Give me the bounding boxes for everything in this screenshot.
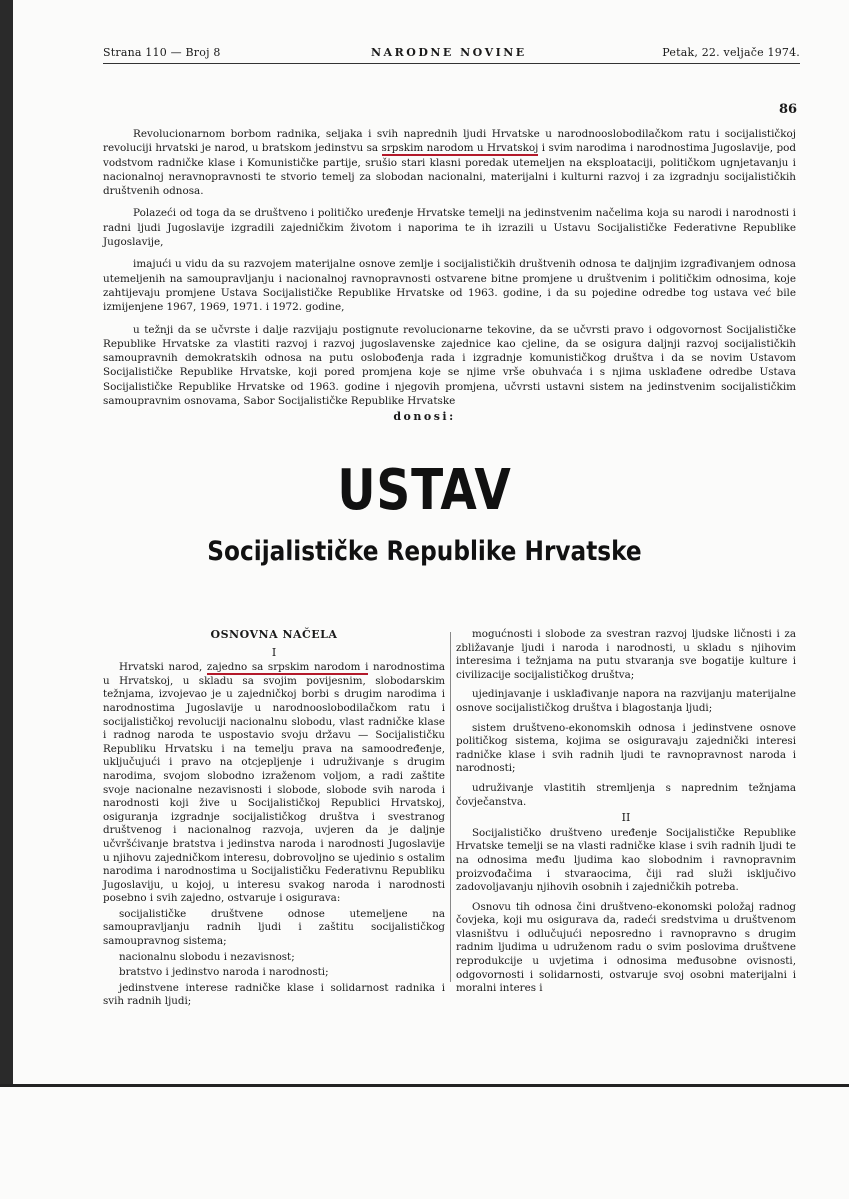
header-publication: NARODNE NOVINE: [371, 46, 527, 59]
roman-numeral-1: I: [271, 645, 277, 659]
section-heading: OSNOVNA NAČELA: [210, 628, 338, 641]
list-item: udruživanje vlastitih stremljenja s naprednim težnjama čovječanstva.: [456, 781, 796, 808]
principle-end: narodnostima u Hrvatskoj, u skladu sa svojim povijesnim, slobodarskim težnjama, izvojevao je u zajedničkoj borbi s drugim narodima i narodnostima Jugoslavije u narodnooslobodilačkom ratu i socijalističkoj revoluciji nacionalnu slobodu, vlast radničke klase i radnog naroda te uspostavio svoju državu — Socijalističku Republiku Hrvatsku i na temelju prava na samoodređenje, uključujući i pravo na otcjepljenje i udruživanje s drugim narodima, svojom slobodno izraženom voljom, a radi zaštite svoje nacionalne nezavisnosti i slobode, slobode svih naroda i narodnosti koji žive u Socijalističkoj Republici Hrvatskoj, osiguranja izgradnje socijalističkog društva i svestranog društvenog i nacionalnog razvoja, uvjeren da je daljnje učvršćivanje bratstva i jedinstva naroda i narodnosti Jugoslavije u njihovu zajedničkom interesu, dobrovoljno se ujedinio s ostalim narodima i narodnostima u Socijalističku Federativnu Republiku Jugoslaviju, u kojoj, u interesu svakog naroda i narodnosti posebno i svih zajedno, ostvaruje i osigurava:: [103, 661, 445, 905]
roman-numeral-2: II: [621, 811, 631, 825]
underlined-phrase: srpskim narodom u Hrvatskoj: [381, 142, 539, 155]
header-rule: [103, 63, 800, 64]
preamble-p1-start: Revolucionarnom borbom radnika, seljaka i svih naprednih ljudi Hrvatske u narodnooslobodilačkom ratu i socijalističkoj revoluciji hrvatski je narod, u bratskom jedinstvu sa: [103, 128, 796, 155]
preamble: [103, 127, 796, 416]
donosi-line: donosi:: [393, 410, 456, 423]
right-column: [456, 628, 796, 998]
header-issue: Strana 110 — Broj 8: [103, 46, 221, 59]
preamble-p1-end: i svim narodima i narodnostima Jugoslavije, pod vodstvom radničke klase i Komunističke partije, srušio stari klasni poredak utemeljen na eksploataciji, političkom ugnjetavanju i nacionalnoj neravnopravnosti te stvorio temelj za slobodan nacionalni, materijalni i kulturni razvoj i za izgradnju socijalističkih društvenih odnosa.: [103, 142, 796, 198]
left-column: [103, 628, 445, 1011]
underlined-phrase-2: zajedno sa srpskim narodom i: [206, 661, 369, 674]
preamble-paragraph-3: imajući u vidu da su razvojem materijalne osnove zemlje i socijalističkih društvenih odnosa te daljnjim izgrađivanjem odnosa utemeljenih na samoupravljanju i nacionalnoj ravnopravnosti ostvarene bitne promjene u društvenim i političkim odnosima, koje zahtijevaju promjene Ustava Socijalističke Republike Hrvatske od 1963. godine, i da su pojedine odredbe tog ustava već bile izmijenjene 1967, 1969, 1971. i 1972. godine,: [103, 258, 796, 314]
column-divider: [450, 632, 451, 982]
list-item: jedinstvene interese radničke klase i solidarnost radnika i svih radnih ljudi;: [103, 981, 445, 1008]
preamble-paragraph-2: Polazeći od toga da se društveno i političko uređenje Hrvatske temelji na jedinstvenim načelima koja su narodi i narodnosti i radni ljudi Jugoslavije izgradili zajedničkim životom i naporima te ih izrazili u Ustavu Socijalističke Federativne Republike Jugoslavije,: [103, 207, 796, 249]
running-header: [103, 46, 800, 64]
principle-start: Hrvatski narod,: [119, 661, 207, 674]
document-title: USTAV: [337, 458, 512, 523]
article-paragraph: Socijalističko društveno uređenje Socijalističke Republike Hrvatske temelji se na vlasti radničke klase i svih radnih ljudi te na odnosima među ljudima kao slobodnim i ravnopravnim proizvođačima i stvaraocima, čiji rad služi isključivo zadovoljavanju njihovih osobnih i zajedničkih potreba.: [456, 826, 796, 894]
list-item: mogućnosti i slobode za svestran razvoj ljudske ličnosti i za zbližavanje ljudi i naroda i narodnosti, u skladu s njihovim interesima i težnjama na putu stvaranja sve bogatije kulture i civilizacije socijalističkog društva;: [456, 628, 796, 681]
principle-paragraph: [103, 661, 445, 906]
document-subtitle: Socijalističke Republike Hrvatske: [207, 536, 642, 567]
list-item: bratstvo i jedinstvo naroda i narodnosti;: [119, 966, 329, 979]
scan-bottom-edge: [0, 1084, 849, 1087]
scan-left-edge: [0, 0, 13, 1085]
list-item: nacionalnu slobodu i nezavisnost;: [119, 950, 295, 963]
preamble-paragraph-1: [103, 127, 796, 198]
preamble-paragraph-4: u težnji da se učvrste i dalje razvijaju postignute revolucionarne tekovine, da se učvrsti pravo i odgovornost Socijalističke Republike Hrvatske za vlastiti razvoj i razvoj jugoslavenske zajednice kao cjeline, da se osigura daljnji razvoj socijalističkih samoupravnih demokratskih odnosa na putu oslobođenja rada i izgradnje komunističkog društva i da se novim Ustavom Socijalističke Republike Hrvatske, koji pored promjena koje se njime vrše obuhvaća i s njima usklađene odredbe Ustava Socijalističke Republike Hrvatske od 1963. godine i njegovih promjena, učvrsti ustavni sistem na jedinstvenim socijalističkim samoupravnim osnovama, Sabor Socijalističke Republike Hrvatske: [103, 323, 796, 408]
page-number: 86: [779, 102, 798, 117]
list-item: sistem društveno-ekonomskih odnosa i jedinstvene osnove političkog sistema, kojima se osiguravaju zajednički interesi radničke klase i svih radnih ljudi te ravnopravnost naroda i narodnosti;: [456, 721, 796, 775]
article-paragraph: Osnovu tih odnosa čini društveno-ekonomski položaj radnog čovjeka, koji mu osigurava da, radeći sredstvima u društvenom vlasništvu i odlučujući neposredno i ravnopravno s drugim radnim ljudima u udruženom radu o svim poslovima društvene reprodukcije u uvjetima i odnosima međusobne ovisnosti, odgovornosti i solidarnosti, ostvaruje svoj osobni materijalni i moralni interes i: [456, 900, 796, 995]
list-item: socijalističke društvene odnose utemeljene na samoupravljanju radnih ljudi i zaštitu socijalističkog samoupravnog sistema;: [103, 907, 445, 948]
list-item: ujedinjavanje i usklađivanje napora na razvijanju materijalne osnove socijalističkog društva i blagostanja ljudi;: [456, 688, 796, 714]
header-date: Petak, 22. veljače 1974.: [662, 46, 800, 59]
